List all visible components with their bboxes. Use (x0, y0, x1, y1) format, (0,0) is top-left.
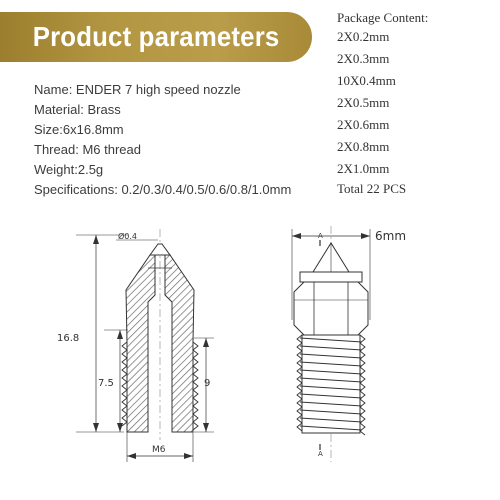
spec-value: Brass (87, 102, 121, 117)
spec-value: 0.2/0.3/0.4/0.5/0.6/0.8/1.0mm (121, 182, 292, 197)
spec-thread (34, 140, 291, 160)
package-item: 2X0.3mm (337, 51, 390, 66)
spec-value: 2.5g (77, 162, 104, 177)
package-item: 2X0.2mm (337, 29, 390, 44)
spec-value: ENDER 7 high speed nozzle (75, 82, 241, 97)
total-height-label: 16.8 (57, 333, 80, 344)
spec-weight (34, 160, 291, 180)
spec-specifications (34, 180, 291, 200)
tip-diameter-label: Ø0.4 (118, 232, 138, 241)
spec-name (34, 80, 291, 100)
lower-height-label: 7.5 (98, 378, 114, 389)
package-item: 2X1.0mm (337, 161, 390, 176)
package-item: 2X0.5mm (337, 95, 390, 110)
package-item: 2X0.8mm (337, 139, 390, 154)
nozzle-external-drawing (260, 220, 500, 500)
package-total: Total 22 PCS (337, 181, 407, 196)
section-mark-bottom: A (318, 450, 323, 458)
nozzle-wall-left (126, 255, 155, 432)
banner-title: Product parameters (32, 21, 280, 52)
nozzle-wall-right (165, 255, 194, 432)
spec-label: Specifications : (34, 182, 121, 197)
section-mark-top: A (318, 232, 323, 240)
spec-label: Name : (34, 82, 76, 97)
package-item: 2X0.6mm (337, 117, 390, 132)
thread-height-label: 9 (204, 378, 211, 389)
hex-body (294, 282, 368, 335)
thread-size-label: M6 (152, 445, 166, 455)
nozzle-tip (150, 244, 170, 255)
spec-material (34, 100, 291, 120)
width-label: 6mm (375, 229, 407, 243)
spec-size (34, 120, 291, 140)
spec-label: Thread : (34, 142, 82, 157)
spec-value: M6 thread (82, 142, 141, 157)
spec-label: Material : (34, 102, 87, 117)
nozzle-section-drawing (0, 220, 250, 500)
package-content-title: Package Content: (337, 10, 429, 25)
package-content-list (337, 26, 396, 180)
spec-label: Weight : (34, 162, 78, 177)
spec-list (34, 80, 291, 200)
title-banner (0, 12, 312, 62)
spec-value: 6x16.8mm (62, 122, 124, 137)
package-item: 10X0.4mm (337, 73, 396, 88)
spec-label: Size : (34, 122, 63, 137)
